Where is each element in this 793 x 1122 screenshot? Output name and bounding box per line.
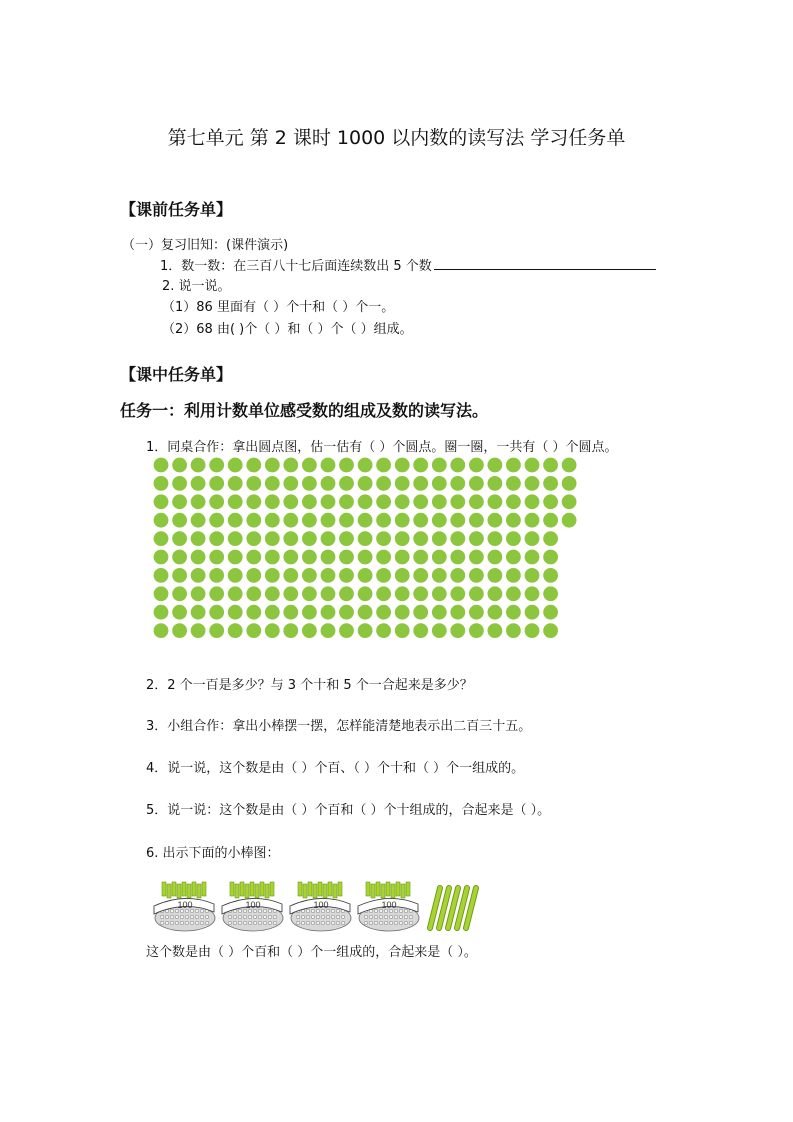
question-1: 1．同桌合作：拿出圆点图，估一估有（ ）个圆点。圈一圈，一共有（ ）个圆点。 bbox=[146, 440, 618, 455]
dot bbox=[302, 568, 317, 583]
dot bbox=[376, 623, 391, 638]
dot bbox=[191, 494, 206, 509]
dot bbox=[321, 476, 336, 491]
dot bbox=[209, 623, 224, 638]
dot bbox=[339, 605, 354, 620]
dot bbox=[191, 458, 206, 473]
dot bbox=[321, 586, 336, 601]
bundle-label: 100 bbox=[313, 900, 329, 910]
dot bbox=[469, 605, 484, 620]
dot bbox=[172, 531, 187, 546]
dot bbox=[395, 605, 410, 620]
dot bbox=[562, 494, 577, 509]
question-5: 5．说一说：这个数是由（ ）个百和（ ）个十组成的，合起来是（ ）。 bbox=[146, 803, 551, 818]
dot bbox=[283, 458, 298, 473]
dot bbox=[209, 476, 224, 491]
dot bbox=[172, 550, 187, 565]
single-sticks bbox=[430, 888, 476, 928]
question-6: 6. 出示下面的小棒图： bbox=[146, 846, 280, 861]
dot bbox=[228, 513, 243, 528]
dot bbox=[154, 458, 169, 473]
dot bbox=[358, 531, 373, 546]
dot bbox=[246, 513, 261, 528]
dot bbox=[172, 586, 187, 601]
dot bbox=[228, 476, 243, 491]
dot bbox=[413, 494, 428, 509]
dot bbox=[376, 531, 391, 546]
dot bbox=[228, 531, 243, 546]
dot bbox=[154, 623, 169, 638]
dot bbox=[506, 458, 521, 473]
dot bbox=[450, 531, 465, 546]
task-one-title: 任务一：利用计数单位感受数的组成及数的读写法。 bbox=[120, 401, 489, 420]
dot bbox=[172, 513, 187, 528]
dot bbox=[209, 458, 224, 473]
dot bbox=[358, 550, 373, 565]
dot bbox=[154, 586, 169, 601]
dot bbox=[246, 458, 261, 473]
dot bbox=[209, 531, 224, 546]
dot bbox=[191, 476, 206, 491]
dot bbox=[413, 550, 428, 565]
dot bbox=[191, 568, 206, 583]
dot bbox=[562, 513, 577, 528]
dot bbox=[450, 605, 465, 620]
dot bbox=[265, 605, 280, 620]
dot bbox=[209, 550, 224, 565]
dot bbox=[154, 605, 169, 620]
dot bbox=[488, 531, 503, 546]
dot bbox=[562, 476, 577, 491]
dot bbox=[154, 531, 169, 546]
dot bbox=[302, 513, 317, 528]
dot bbox=[358, 568, 373, 583]
dot bbox=[543, 513, 558, 528]
dot bbox=[543, 458, 558, 473]
review-part-label: （一）复习旧知：(课件演示) bbox=[122, 238, 289, 253]
dot bbox=[525, 605, 540, 620]
dot bbox=[506, 476, 521, 491]
dot bbox=[228, 623, 243, 638]
dot bbox=[339, 550, 354, 565]
dot bbox=[413, 458, 428, 473]
dot bbox=[339, 568, 354, 583]
dot bbox=[395, 623, 410, 638]
dot bbox=[246, 531, 261, 546]
dot bbox=[450, 513, 465, 528]
dot bbox=[469, 531, 484, 546]
question-3: 3．小组合作：拿出小棒摆一摆，怎样能清楚地表示出二百三十五。 bbox=[146, 719, 532, 734]
dot bbox=[321, 605, 336, 620]
dot bbox=[302, 531, 317, 546]
dot bbox=[488, 568, 503, 583]
dot bbox=[469, 513, 484, 528]
dot bbox=[172, 623, 187, 638]
dot bbox=[525, 476, 540, 491]
dot bbox=[432, 605, 447, 620]
dot bbox=[525, 550, 540, 565]
dot bbox=[450, 494, 465, 509]
dot bbox=[265, 568, 280, 583]
dot bbox=[209, 605, 224, 620]
dot bbox=[228, 568, 243, 583]
dot bbox=[191, 513, 206, 528]
dot bbox=[469, 568, 484, 583]
dot bbox=[525, 513, 540, 528]
dot bbox=[413, 476, 428, 491]
dot bbox=[283, 586, 298, 601]
dot bbox=[488, 623, 503, 638]
dot bbox=[321, 531, 336, 546]
dot bbox=[543, 550, 558, 565]
dot bbox=[506, 605, 521, 620]
dot bbox=[209, 568, 224, 583]
dot bbox=[265, 458, 280, 473]
dot bbox=[358, 513, 373, 528]
dot bbox=[395, 494, 410, 509]
dot bbox=[395, 513, 410, 528]
dot bbox=[543, 494, 558, 509]
in-class-heading: 【课中任务单】 bbox=[120, 365, 233, 384]
pre-class-heading: 【课前任务单】 bbox=[120, 200, 233, 219]
dot bbox=[469, 476, 484, 491]
dot bbox=[413, 531, 428, 546]
dot bbox=[469, 586, 484, 601]
dot bbox=[543, 531, 558, 546]
stick-bundle-100 bbox=[290, 882, 351, 931]
stick-picture bbox=[152, 880, 492, 935]
bundle-label: 100 bbox=[245, 900, 261, 910]
dot bbox=[246, 605, 261, 620]
dot bbox=[191, 605, 206, 620]
dot bbox=[246, 568, 261, 583]
dot bbox=[321, 458, 336, 473]
dot bbox=[543, 586, 558, 601]
dot bbox=[283, 568, 298, 583]
dot bbox=[265, 494, 280, 509]
dot bbox=[321, 623, 336, 638]
dot bbox=[246, 623, 261, 638]
dot bbox=[302, 586, 317, 601]
dot bbox=[172, 494, 187, 509]
dot bbox=[525, 568, 540, 583]
dot bbox=[432, 476, 447, 491]
dot bbox=[432, 458, 447, 473]
dot bbox=[506, 531, 521, 546]
dot bbox=[450, 623, 465, 638]
dot bbox=[469, 458, 484, 473]
dot bbox=[321, 550, 336, 565]
dot bbox=[525, 494, 540, 509]
dot bbox=[543, 623, 558, 638]
dot bbox=[413, 513, 428, 528]
dot bbox=[488, 513, 503, 528]
say-question-1: （1）86 里面有（ ）个十和（ ）个一。 bbox=[162, 300, 395, 315]
dot bbox=[228, 586, 243, 601]
dot bbox=[358, 494, 373, 509]
dot bbox=[339, 513, 354, 528]
say-question: 2. 说一说。 bbox=[162, 279, 231, 294]
dot bbox=[209, 494, 224, 509]
dot bbox=[395, 531, 410, 546]
dot bbox=[265, 550, 280, 565]
dot bbox=[395, 586, 410, 601]
dot bbox=[283, 494, 298, 509]
dot bbox=[376, 568, 391, 583]
question-2: 2．2 个一百是多少？与 3 个十和 5 个一合起来是多少？ bbox=[146, 678, 473, 693]
dot bbox=[395, 550, 410, 565]
dot bbox=[302, 458, 317, 473]
dot bbox=[339, 476, 354, 491]
dot bbox=[265, 623, 280, 638]
dot bbox=[302, 623, 317, 638]
count-question-text: 1．数一数：在三百八十七后面连续数出 5 个数 bbox=[160, 259, 432, 274]
dot bbox=[395, 458, 410, 473]
dot bbox=[450, 458, 465, 473]
dot bbox=[339, 494, 354, 509]
dot bbox=[488, 476, 503, 491]
dot bbox=[283, 605, 298, 620]
dot bbox=[488, 605, 503, 620]
dot bbox=[432, 586, 447, 601]
bundle-label: 100 bbox=[177, 900, 193, 910]
dot bbox=[450, 568, 465, 583]
dot bbox=[469, 494, 484, 509]
dot bbox=[525, 586, 540, 601]
dot bbox=[506, 494, 521, 509]
dot bbox=[191, 550, 206, 565]
question-6-answer: 这个数是由（ ）个百和（ ）个一组成的，合起来是（ ）。 bbox=[146, 945, 477, 960]
dot bbox=[376, 458, 391, 473]
dot bbox=[228, 605, 243, 620]
dot bbox=[302, 605, 317, 620]
dot bbox=[543, 605, 558, 620]
dot bbox=[543, 476, 558, 491]
dot bbox=[376, 476, 391, 491]
dot bbox=[246, 494, 261, 509]
dot-grid bbox=[150, 455, 600, 645]
dot bbox=[265, 513, 280, 528]
stick-bundle-100 bbox=[154, 882, 215, 931]
question-4: 4．说一说，这个数是由（ ）个百、（ ）个十和（ ）个一组成的。 bbox=[146, 761, 525, 776]
dot bbox=[488, 586, 503, 601]
dot bbox=[432, 550, 447, 565]
dot bbox=[154, 568, 169, 583]
dot bbox=[376, 550, 391, 565]
dot bbox=[358, 458, 373, 473]
dot bbox=[358, 586, 373, 601]
dot bbox=[265, 586, 280, 601]
say-question-2: （2）68 由( )个（ ）和（ ）个（ ）组成。 bbox=[162, 322, 413, 337]
dot bbox=[432, 513, 447, 528]
dot bbox=[525, 623, 540, 638]
dot bbox=[283, 513, 298, 528]
dot bbox=[358, 605, 373, 620]
dot bbox=[506, 586, 521, 601]
dot bbox=[172, 476, 187, 491]
dot bbox=[450, 586, 465, 601]
dot bbox=[469, 623, 484, 638]
dot bbox=[450, 476, 465, 491]
dot bbox=[376, 513, 391, 528]
dot bbox=[543, 568, 558, 583]
answer-blank-line bbox=[434, 257, 656, 270]
dot bbox=[246, 476, 261, 491]
page-title: 第七单元 第 2 课时 1000 以内数的读写法 学习任务单 bbox=[167, 127, 626, 149]
dot bbox=[228, 458, 243, 473]
dot bbox=[339, 458, 354, 473]
stick-bundle-100 bbox=[222, 882, 283, 931]
stick-bundle-100 bbox=[358, 882, 419, 931]
dot bbox=[506, 550, 521, 565]
dot bbox=[376, 586, 391, 601]
dot bbox=[302, 494, 317, 509]
dot bbox=[506, 623, 521, 638]
dot bbox=[321, 568, 336, 583]
dot bbox=[339, 586, 354, 601]
dot bbox=[172, 568, 187, 583]
dot bbox=[283, 476, 298, 491]
dot bbox=[209, 586, 224, 601]
dot bbox=[154, 550, 169, 565]
dot bbox=[488, 458, 503, 473]
dot bbox=[358, 623, 373, 638]
dot bbox=[265, 476, 280, 491]
dot bbox=[506, 513, 521, 528]
dot bbox=[469, 550, 484, 565]
dot bbox=[283, 531, 298, 546]
bundle-label: 100 bbox=[381, 900, 397, 910]
dot bbox=[265, 531, 280, 546]
dot bbox=[246, 586, 261, 601]
dot bbox=[376, 494, 391, 509]
dot bbox=[191, 623, 206, 638]
dot bbox=[413, 623, 428, 638]
dot bbox=[525, 458, 540, 473]
dot bbox=[376, 605, 391, 620]
dot bbox=[413, 605, 428, 620]
dot bbox=[432, 531, 447, 546]
dot bbox=[302, 550, 317, 565]
dot bbox=[321, 494, 336, 509]
dot bbox=[339, 531, 354, 546]
dot bbox=[525, 531, 540, 546]
dot bbox=[283, 623, 298, 638]
dot bbox=[172, 458, 187, 473]
dot bbox=[154, 476, 169, 491]
dot bbox=[432, 494, 447, 509]
dot bbox=[321, 513, 336, 528]
dot bbox=[191, 586, 206, 601]
dot bbox=[506, 568, 521, 583]
dot bbox=[339, 623, 354, 638]
dot bbox=[154, 513, 169, 528]
dot bbox=[228, 550, 243, 565]
dot bbox=[432, 623, 447, 638]
dot bbox=[154, 494, 169, 509]
dot bbox=[413, 586, 428, 601]
dot bbox=[283, 550, 298, 565]
dot bbox=[228, 494, 243, 509]
dot bbox=[246, 550, 261, 565]
dot bbox=[209, 513, 224, 528]
dot bbox=[488, 494, 503, 509]
dot bbox=[562, 458, 577, 473]
dot bbox=[395, 568, 410, 583]
dot bbox=[172, 605, 187, 620]
dot bbox=[358, 476, 373, 491]
dot bbox=[413, 568, 428, 583]
dot bbox=[488, 550, 503, 565]
dot bbox=[395, 476, 410, 491]
count-question bbox=[160, 255, 656, 274]
dot bbox=[450, 550, 465, 565]
dot bbox=[191, 531, 206, 546]
dot bbox=[302, 476, 317, 491]
dot bbox=[432, 568, 447, 583]
